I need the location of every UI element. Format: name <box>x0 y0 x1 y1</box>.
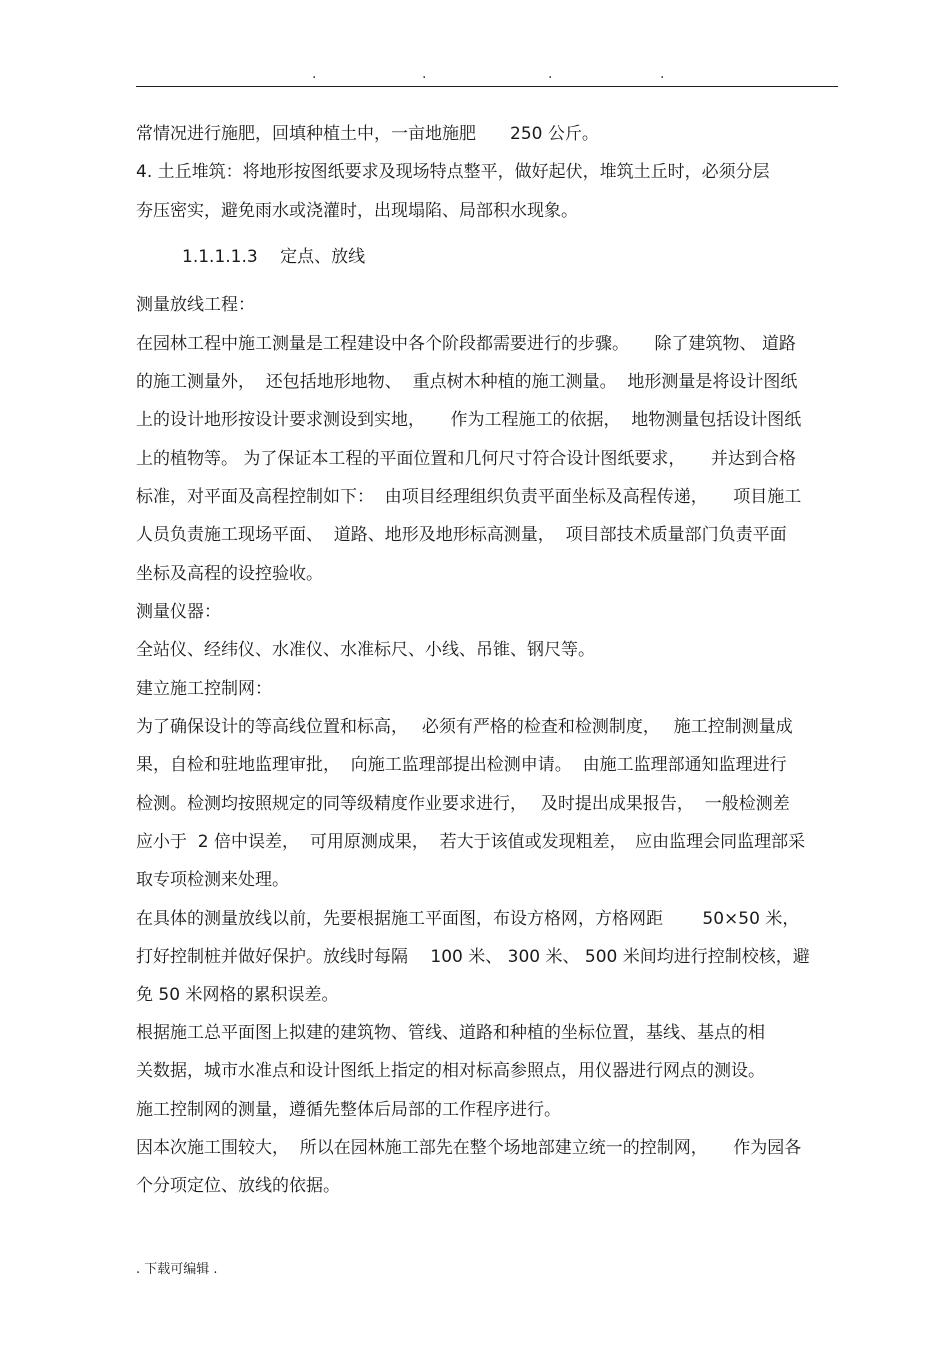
paragraph-line: 全站仪、经纬仪、水准仪、水准标尺、小线、吊锥、钢尺等。 <box>136 640 595 660</box>
header-dot: . <box>312 66 317 82</box>
paragraph-line: 果，自检和驻地监理审批， 向施工监理部提出检测申请。 由施工监理部通知监理进行 <box>136 755 787 775</box>
header-dot: . <box>660 66 665 82</box>
paragraph-line: 标准，对平面及高程控制如下： 由项目经理组织负责平面坐标及高程传递， 项目施工 <box>136 487 802 507</box>
paragraph-line: 应小于 2 倍中误差， 可用原测成果， 若大于该值或发现粗差， 应由监理会同监理部采 <box>136 832 806 852</box>
paragraph-line: 打好控制桩并做好保护。放线时每隔 100 米、 300 米、 500 米间均进行控制校核，避 <box>136 947 810 967</box>
paragraph-line: 坐标及高程的设控验收。 <box>136 564 323 584</box>
paragraph-line: 为了确保设计的等高线位置和标高， 必须有严格的检查和检测制度， 施工控制测量成 <box>136 717 793 737</box>
header-dot: . <box>548 66 553 82</box>
paragraph-line: 免 50 米网格的累积误差。 <box>136 985 339 1005</box>
paragraph-line: 在园林工程中施工测量是工程建设中各个阶段都需要进行的步骤。 除了建筑物、 道路 <box>136 334 796 354</box>
paragraph-line: 测量放线工程： <box>136 295 255 315</box>
paragraph-line: 取专项检测来处理。 <box>136 870 289 890</box>
paragraph-line: 关数据，城市水准点和设计图纸上指定的相对标高参照点，用仪器进行网点的测设。 <box>136 1061 765 1081</box>
paragraph-line: 夯压密实，避免雨水或浇灌时，出现塌陷、局部积水现象。 <box>136 201 578 221</box>
paragraph-line: 上的设计地形按设计要求测设到实地， 作为工程施工的依据， 地物测量包括设计图纸 <box>136 410 802 430</box>
paragraph-line: 4. 土丘堆筑：将地形按图纸要求及现场特点整平，做好起伏，堆筑土丘时，必须分层 <box>136 162 770 182</box>
header-dots <box>0 66 950 82</box>
paragraph-line: 人员负责施工现场平面、 道路、地形及地形标高测量， 项目部技术质量部门负责平面 <box>136 525 787 545</box>
paragraph-line: 测量仪器： <box>136 602 221 622</box>
paragraph-line: 在具体的测量放线以前，先要根据施工平面图，布设方格网，方格网距 50×50 米， <box>136 909 800 929</box>
paragraph-line: 因本次施工围较大， 所以在园林施工部先在整个场地部建立统一的控制网， 作为园各 <box>136 1138 802 1158</box>
page-footer: . 下载可编辑 . <box>136 1262 218 1277</box>
paragraph-line: 上的植物等。 为了保证本工程的平面位置和几何尺寸符合设计图纸要求， 并达到合格 <box>136 449 796 469</box>
paragraph-line: 个分项定位、放线的依据。 <box>136 1176 340 1196</box>
header-rule <box>136 86 838 87</box>
header-dot: . <box>422 66 427 82</box>
section-heading: 1.1.1.1.3 定点、放线 <box>182 247 366 267</box>
paragraph-line: 的施工测量外， 还包括地形地物、 重点树木种植的施工测量。 地形测量是将设计图纸 <box>136 372 798 392</box>
paragraph-line: 根据施工总平面图上拟建的建筑物、管线、道路和种植的坐标位置，基线、基点的相 <box>136 1023 765 1043</box>
paragraph-line: 建立施工控制网： <box>136 679 272 699</box>
paragraph-line: 施工控制网的测量，遵循先整体后局部的工作程序进行。 <box>136 1100 561 1120</box>
paragraph-line: 常情况进行施肥，回填种植土中，一亩地施肥 250 公斤。 <box>136 124 599 144</box>
paragraph-line: 检测。检测均按照规定的同等级精度作业要求进行， 及时提出成果报告， 一般检测差 <box>136 794 790 814</box>
